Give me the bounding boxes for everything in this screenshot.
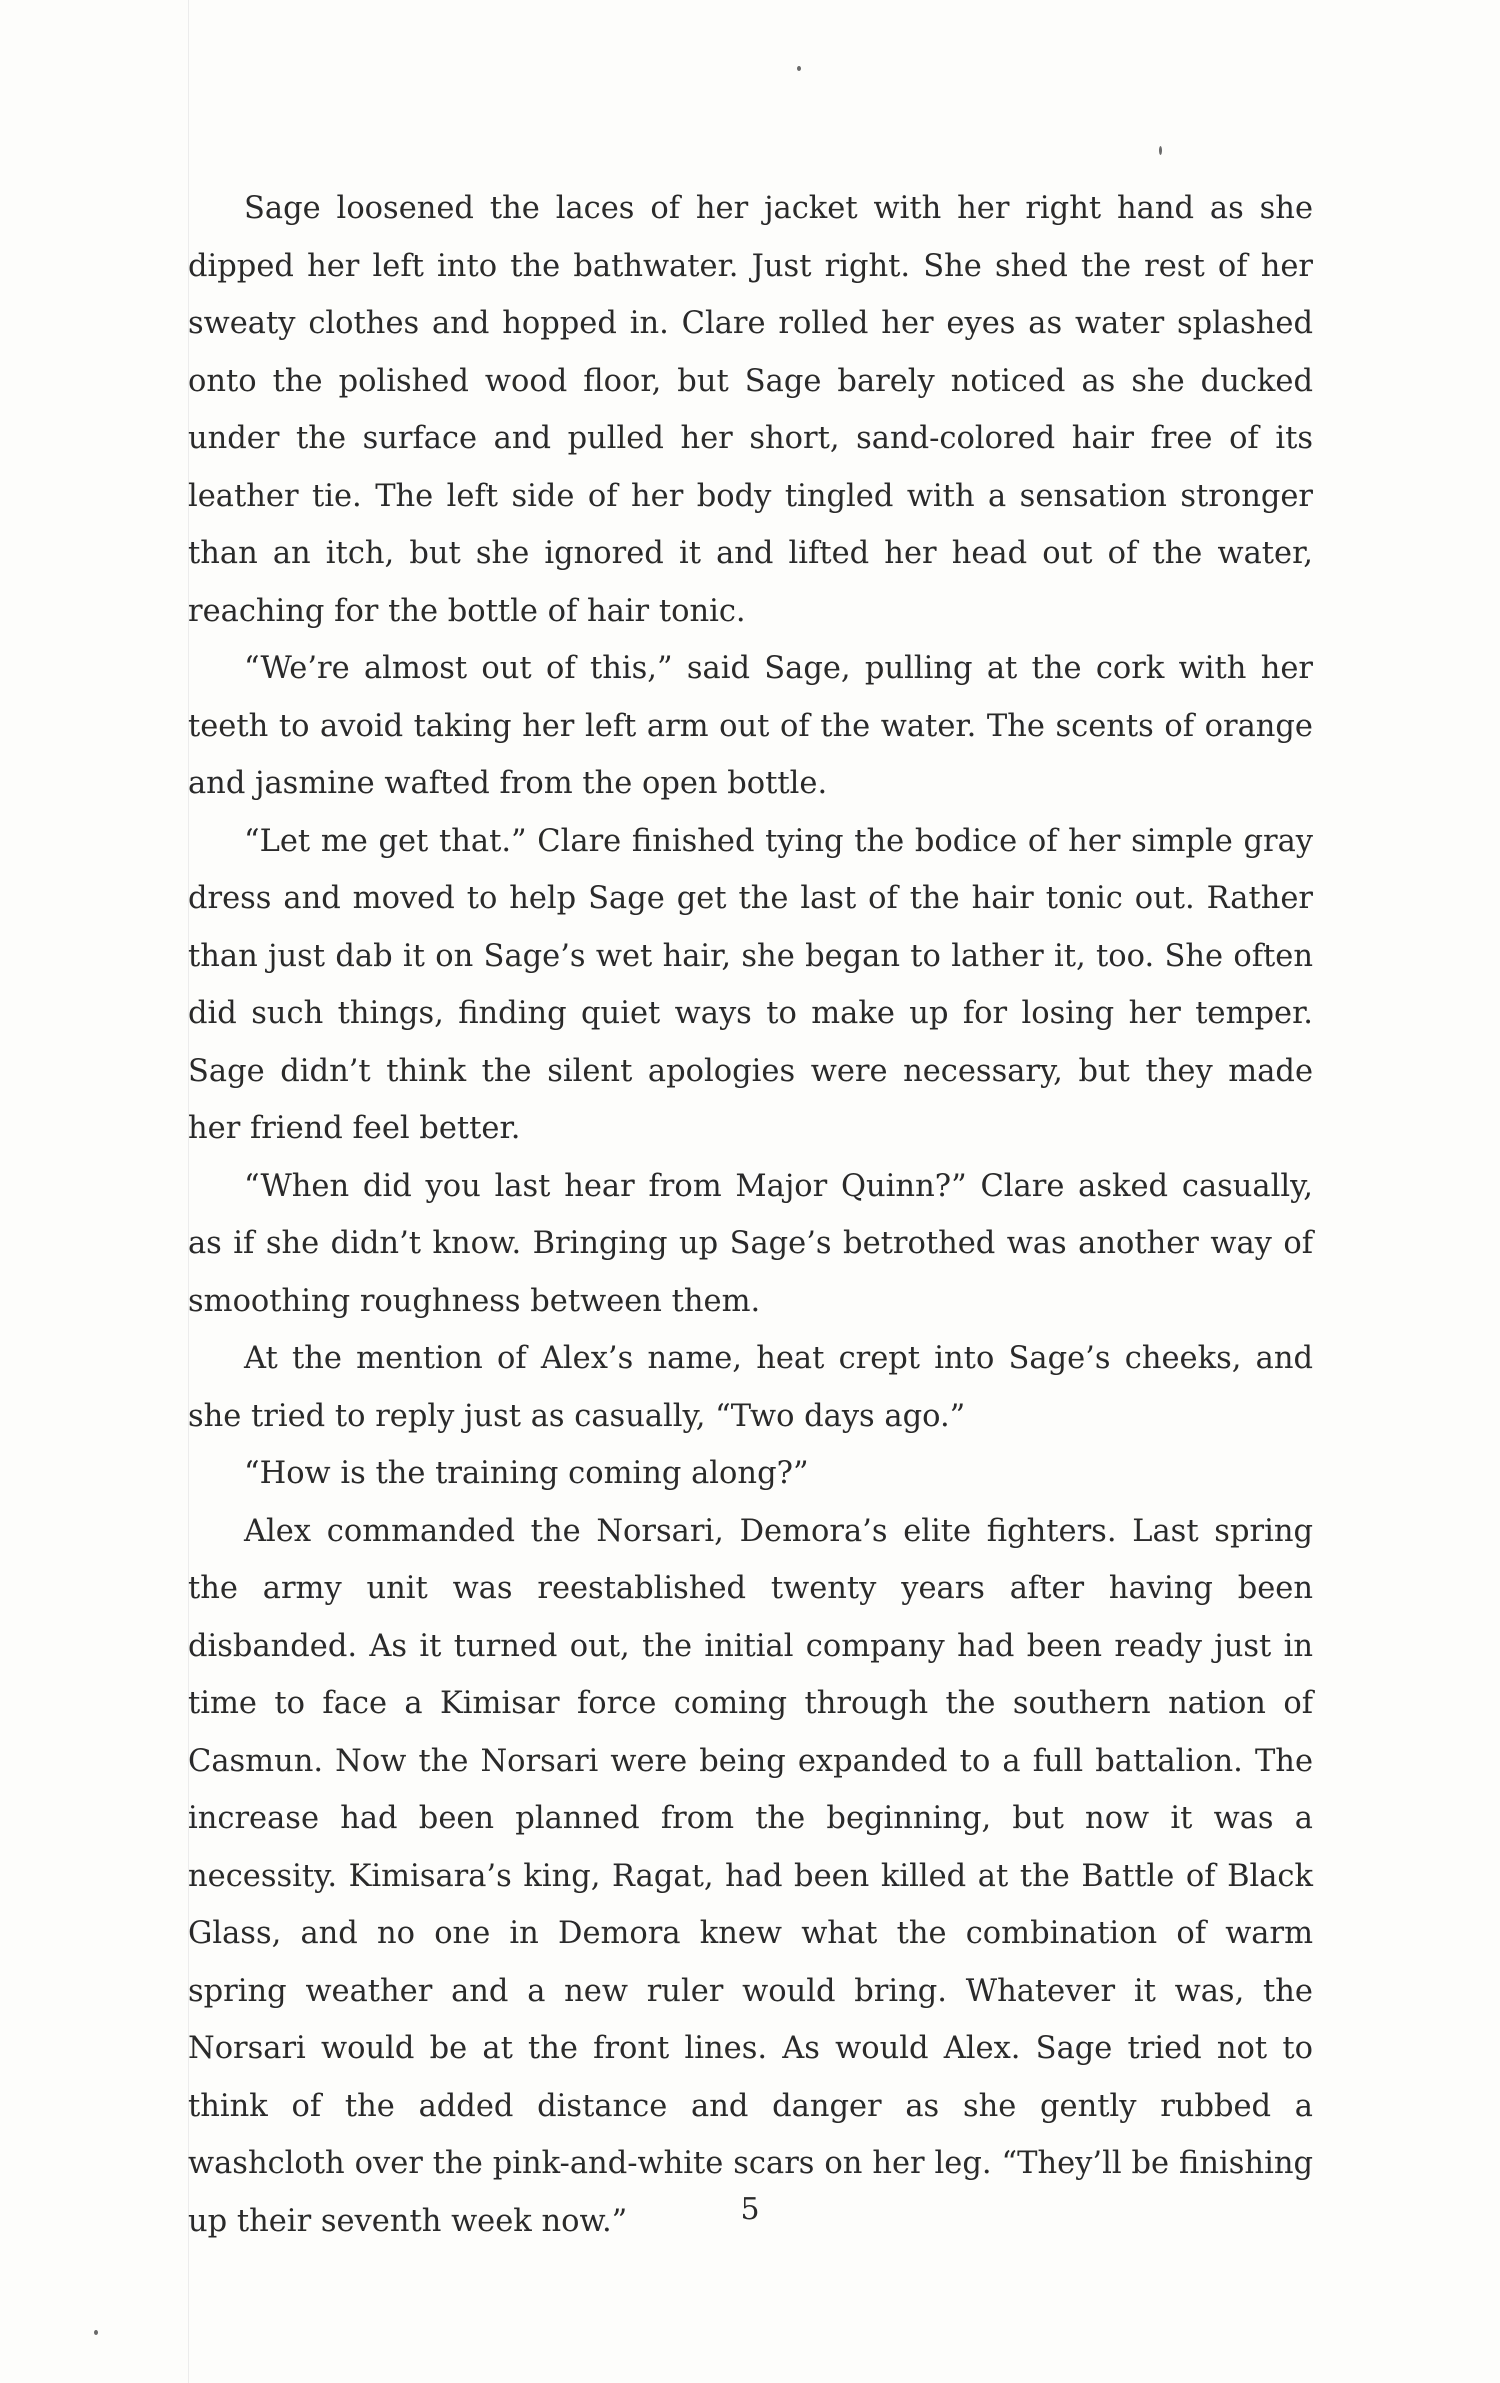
paragraph: Sage loosened the laces of her jacket with her right hand as she dipped her left into the bathwater. Just right. She shed the rest of her sweaty clothes and hopped in. Clare rolled her eyes as water splashed onto the polished wood floor, but Sage barely noticed as she ducked under the surface and pulled her short, sand-colored hair free of its leather tie. The left side of her body tingled with a sensation stronger than an itch, but she ignored it and lifted her head out of the water, reaching for the bottle of hair tonic. bbox=[188, 191, 1313, 629]
paragraph: “Let me get that.” Clare finished tying the bodice of her simple gray dress and moved to help Sage get the last of the hair tonic out. Rather than just dab it on Sage’s wet hair, she began to lather it, too. She often did such things, finding quiet ways to make up for losing her temper. Sage didn’t think the silent apologies were necessary, but they made her friend feel better. bbox=[188, 823, 1313, 1146]
paragraph: “When did you last hear from Major Quinn?” Clare asked casually, as if she didn’t know. Bringing up Sage’s betrothed was another way of smoothing roughness between them. bbox=[188, 1168, 1313, 1319]
body-text bbox=[188, 180, 1313, 2250]
paragraph: Alex commanded the Norsari, Demora’s elite fighters. Last spring the army unit was reestablished twenty years after having been disbanded. As it turned out, the initial company had been ready just in time to face a Kimisar force coming through the southern nation of Casmun. Now the Norsari were being expanded to a full battalion. The increase had been planned from the beginning, but now it was a necessity. Kimisara’s king, Ragat, had been killed at the Battle of Black Glass, and no one in Demora knew what the combination of warm spring weather and a new ruler would bring. Whatever it was, the Norsari would be at the front lines. As would Alex. Sage tried not to think of the added distance and danger as she gently rubbed a washcloth over the pink-and-white scars on her leg. “They’ll be finishing up their seventh week now.” bbox=[188, 1513, 1313, 2239]
scan-speck bbox=[94, 2330, 98, 2335]
paragraph: At the mention of Alex’s name, heat crept into Sage’s cheeks, and she tried to reply just as casually, “Two days ago.” bbox=[188, 1341, 1313, 1434]
scan-speck bbox=[797, 66, 801, 71]
scan-speck bbox=[1159, 146, 1162, 155]
paragraph: “How is the training coming along?” bbox=[244, 1456, 809, 1491]
page-number: 5 bbox=[740, 2192, 760, 2227]
paragraph: “We’re almost out of this,” said Sage, pulling at the cork with her teeth to avoid taking her left arm out of the water. The scents of orange and jasmine wafted from the open bottle. bbox=[188, 651, 1313, 801]
